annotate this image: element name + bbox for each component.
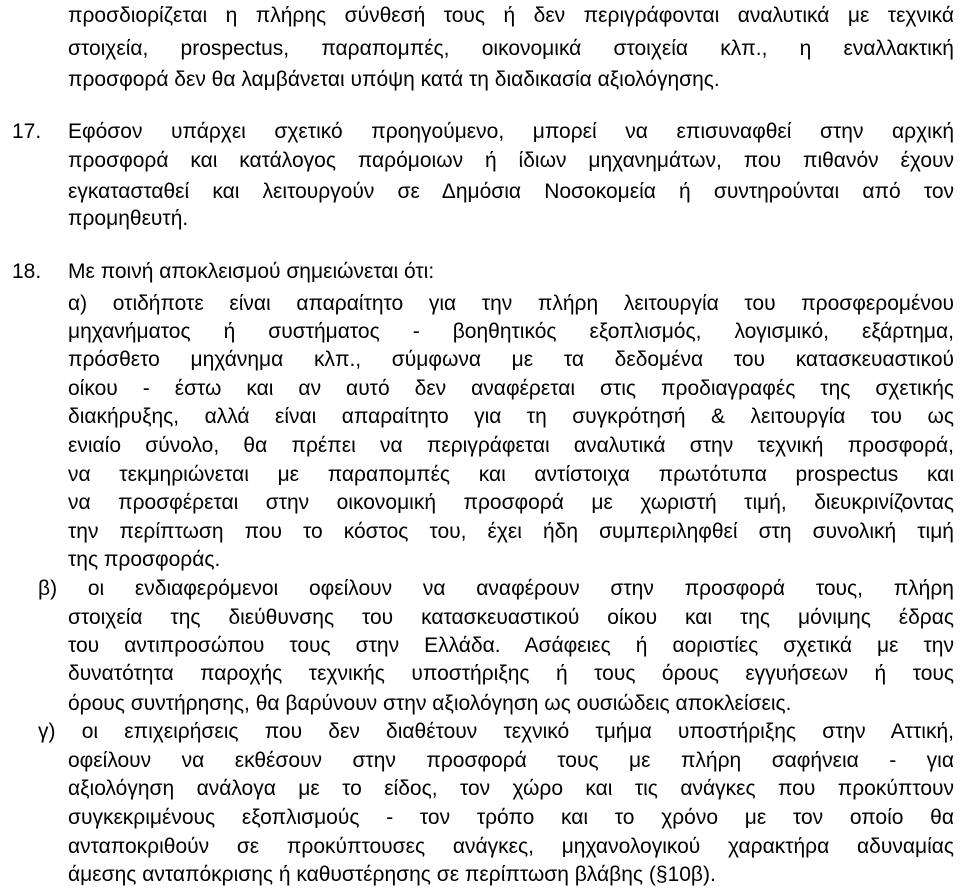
item18-a-line: να τεκμηριώνεται με παραπομπές και αντίστοιχα πρωτότυπα prospectus και bbox=[68, 463, 954, 486]
item18-c-line: συγκεκριμένους εξοπλισμούς - τον τρόπο και το χρόνο με τον οποίο θα bbox=[68, 806, 954, 829]
item18-c-line: αξιολόγηση ανάλογα με το είδος, τον χώρο και τις ανάγκες που προκύπτουν bbox=[68, 777, 954, 800]
item-number: 18. bbox=[12, 260, 42, 283]
item17-line: προμηθευτή. bbox=[68, 207, 189, 230]
item-number: 17. bbox=[12, 120, 42, 143]
item18-a-line: μηχανήματος ή συστήματος - βοηθητικός εξοπλισμός, λογισμικό, εξάρτημα, bbox=[68, 320, 954, 343]
item18-b-line: β) οι ενδιαφερόμενοι οφείλουν να αναφέρουν στην προσφορά τους, πλήρη bbox=[38, 577, 954, 600]
item18-b-line: του αντιπροσώπου τους στην Ελλάδα. Ασάφειες ή αοριστίες σχετικά με την bbox=[68, 634, 954, 657]
item18-b-line: όρους συντήρησης, θα βαρύνουν στην αξιολόγηση ως ουσιώδεις αποκλείσεις. bbox=[68, 692, 792, 715]
item17-line: Εφόσον υπάρχει σχετικό προηγούμενο, μπορεί να επισυναφθεί στην αρχική bbox=[68, 120, 954, 143]
item18-a-line: διακήρυξης, αλλά είναι απαραίτητο για τη συγκρότησή & λειτουργία του ως bbox=[68, 405, 954, 428]
item18-b-line: στοιχεία της διεύθυνσης του κατασκευαστικού οίκου και της μόνιμης έδρας bbox=[68, 606, 954, 629]
item18-c-line: γ) οι επιχειρήσεις που δεν διαθέτουν τεχνικό τμήμα υποστήριξης στην Αττική, bbox=[38, 720, 954, 743]
item18-a-line: να προσφέρεται στην οικονομική προσφορά με χωριστή τιμή, διευκρινίζοντας bbox=[68, 491, 954, 514]
item18-a-line: α) οτιδήποτε είναι απαραίτητο για την πλήρη λειτουργία του προσφερομένου bbox=[68, 292, 954, 315]
item18-b-line: δυνατότητα παροχής τεχνικής υποστήριξης ή τους όρους εγγυήσεων ή τους bbox=[68, 662, 954, 685]
intro-line: προσφορά δεν θα λαμβάνεται υπόψη κατά τη διαδικασία αξιολόγησης. bbox=[68, 68, 720, 91]
item18-a-line: πρόσθετο μηχάνημα κλπ., σύμφωνα με τα δεδομένα του κατασκευαστικού bbox=[68, 348, 954, 371]
item18-a-line: την περίπτωση που το κόστος του, έχει ήδη συμπεριληφθεί στη συνολική τιμή bbox=[68, 520, 954, 543]
item17-line: εγκατασταθεί και λειτουργούν σε Δημόσια Νοσοκομεία ή συντηρούνται από τον bbox=[68, 180, 954, 203]
item18-a-line: ενιαίο σύνολο, θα πρέπει να περιγράφεται αναλυτικά στην τεχνική προσφορά, bbox=[68, 434, 954, 457]
item18-c-line: ανταποκριθούν σε προκύπτουσες ανάγκες, μηχανολογικού χαρακτήρα αδυναμίας bbox=[68, 835, 954, 858]
item18-lead: Με ποινή αποκλεισμού σημειώνεται ότι: bbox=[68, 260, 435, 283]
item18-a-line: της προσφοράς. bbox=[68, 548, 221, 571]
item17-line: προσφορά και κατάλογος παρόμοιων ή ίδιων μηχανημάτων, που πιθανόν έχουν bbox=[68, 149, 954, 172]
intro-line: προσδιορίζεται η πλήρης σύνθεσή τους ή δεν περιγράφονται αναλυτικά με τεχνικά bbox=[68, 4, 954, 27]
item18-c-line: οφείλουν να εκθέσουν στην προσφορά τους με πλήρη σαφήνεια - για bbox=[68, 749, 954, 772]
item18-a-line: οίκου - έστω και αν αυτό δεν αναφέρεται στις προδιαγραφές της σχετικής bbox=[68, 377, 954, 400]
intro-line: στοιχεία, prospectus, παραπομπές, οικονομικά στοιχεία κλπ., η εναλλακτική bbox=[68, 37, 954, 60]
item18-c-line: άμεσης ανταπόκρισης ή καθυστέρησης σε περίπτωση βλάβης (§10β). bbox=[68, 863, 716, 886]
